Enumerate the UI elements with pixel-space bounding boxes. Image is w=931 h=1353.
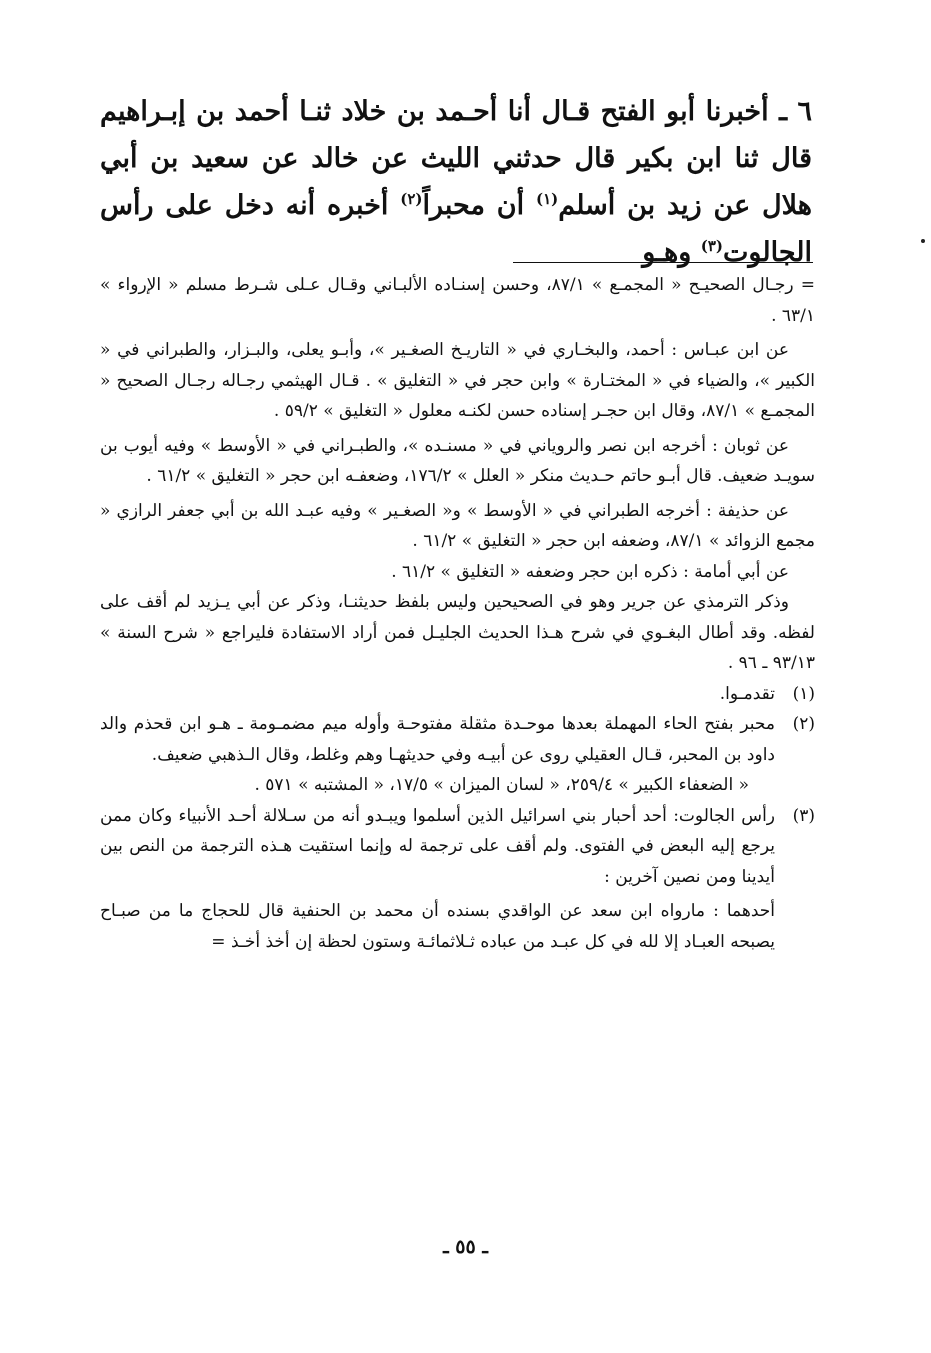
note-thawban: عن ثوبان : أخرجه ابن نصر والروياني في « مسنـده »، والطبـراني في « الأوسط » وفيه أيوب بن سويـد ضعيف. قال أبـو حاتم حـديث منكر « العلل » ١٧٦/٢، وضعفـه ابن حجر « التغليق » ٦١/٢ .: [100, 435, 815, 486]
footnote-3: [100, 801, 815, 893]
note-hudhayfa: عن حذيفة : أخرجه الطبراني في « الأوسط » و« الصغـير » وفيه عبـد الله بن أبي جعفر الرازي « مجمع الزوائد » ٨٧/١، وضعفه ابن حجر « التغليق » ٦١/٢ .: [100, 500, 815, 551]
footnote-2-references: « الضعفاء الكبير » ٢٥٩/٤، « لسان الميزان » ١٧/٥، « المشتبه » ٥٧١ .: [254, 775, 749, 795]
footnote-3-number: (٣): [792, 805, 815, 826]
note-ibn-abbas: عن ابن عبـاس : أحمد، والبخـاري في « التاريـخ الصغـير »، وأبـو يعلى، والبـزار، والطبراني في « الكبير »، والضياء في « المختـارة » وابن حجر في « التغليق » . قـال الهيثمي رجـاله رجـال الصحيح « المجمـع » ٨٧/١، وقال ابن حجـر إسناده حسن لكنـه معلول « التغليق » ٥٩/٢ .: [100, 340, 815, 421]
footnote-ref-3[interactable]: (٣): [700, 237, 724, 255]
page-number: ـ ٥٥ ـ: [443, 1236, 488, 1258]
main-text-mid-1: أن محبراً: [422, 190, 536, 221]
footnote-ref-1[interactable]: (١): [535, 190, 559, 208]
note-continuation: = رجـال الصحيـح « المجمـع » ٨٧/١، وحسن إسنـاده الألبـاني وقـال عـلى شـرط مسلم « الإرواء » ٦٣/١ .: [100, 275, 815, 326]
footnote-2-number: (٢): [792, 714, 815, 734]
footnote-2-text: محبر بفتح الحاء المهملة بعدها موحـدة مثقلة مفتوحـة وأوله ميم مضمـومة ـ هـو ابن قحذم والد داود بن المحبر، قـال العقيلي روى عن أبيـه وفي حديثهـا وهم وغلط، وقال الـذهبي ضعيف.: [100, 714, 775, 765]
footnote-1: [100, 679, 815, 710]
main-text-mid-2: أخبره أنه دخل على رأس الجالوت: [100, 190, 812, 268]
footnote-ref-2[interactable]: (٢): [400, 190, 423, 208]
scan-speck: [921, 239, 925, 243]
main-text-prefix: ٦ ـ أخبرنا أبو الفتح قـال أنا أحـمد بن خلاد ثنـا أحمد بن إبـراهيم قال ثنا ابن بكير قال حدثني الليث عن خالد عن سعيد بن أبي هلال عن زيد بن أسلم: [100, 96, 812, 221]
footnote-1-text: تقدمـوا.: [719, 683, 775, 704]
footnote-separator: [513, 262, 813, 263]
main-text-suffix: وهـو: [642, 237, 701, 268]
footnote-3-continuation: أحدهما : مارواه ابن سعد عن الواقدي بسنده أن محمد بن الحنفية قال للحجاج ما من صبـاح يصبحه العبـاد إلا لله في كل عبـد من عباده ثـلاثمائـة وستون لحظة إن أخذ أخـذ =: [100, 901, 775, 952]
note-tirmidhi: وذكر الترمذي عن جرير وهو في الصحيحين وليس بلفظ حديثنـا، وذكر عن أبي يـزيد لم أقف على لفظه. وقد أطال البغـوي في شرح هـذا الحديث الجليـل فمن أراد الاستفادة فليراجع « شرح السنة » ٩٣/١٣ ـ ٩٦ .: [100, 592, 815, 673]
footnotes-block: [100, 270, 815, 957]
footnote-3-text: رأس الجالوت: أحد أحبار بني اسرائيل الذين أسلموا ويبـدو أنه من سـلالة أحـد الأنبياء وكان ممن يرجع إليه البعض في الفتوى. ولم أقف على ترجمة له وإنما استقيت هـذه الترجمة من النص بين أيدينا ومن نصين آخرين :: [100, 805, 775, 887]
main-hadith-text: [100, 88, 812, 276]
note-abu-umama: عن أبي أمامة : ذكره ابن حجر وضعفه « التغليق » ٦١/٢ .: [391, 561, 789, 582]
footnote-2: [100, 709, 815, 770]
footnote-1-number: (١): [792, 683, 815, 704]
